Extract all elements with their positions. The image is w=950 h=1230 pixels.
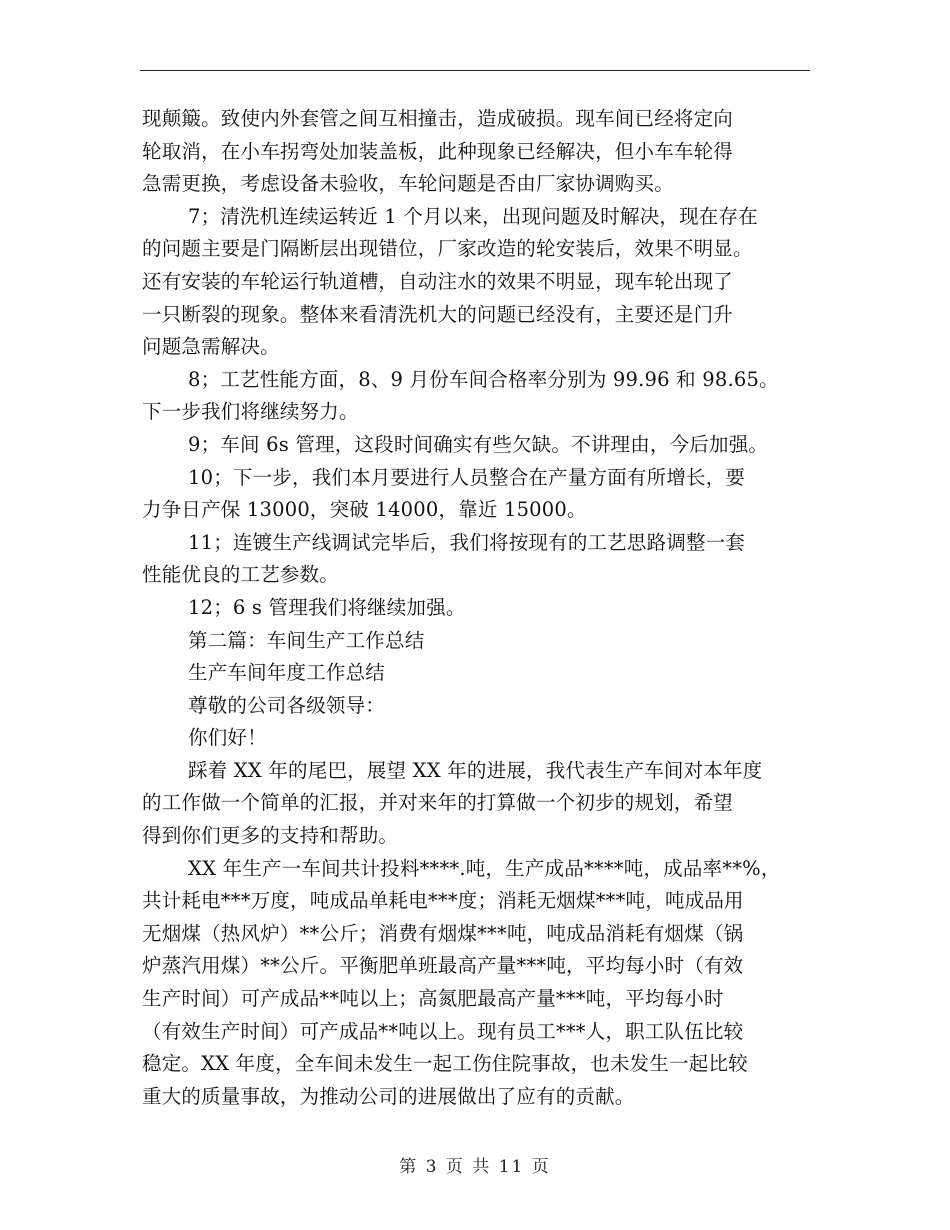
text-line: 还有安装的车轮运行轨道槽，自动注水的效果不明显，现车轮出现了 <box>142 269 734 293</box>
text-line: 稳定。XX 年度，全车间未发生一起工伤住院事故，也未发生一起比较 <box>142 1052 748 1076</box>
text-line: 你们好！ <box>188 726 267 750</box>
text-line: 11；连镀生产线调试完毕后，我们将按现有的工艺思路调整一套 <box>188 530 746 554</box>
text-line: 一只断裂的现象。整体来看清洗机大的问题已经没有，主要还是门升 <box>142 302 734 326</box>
body-text <box>142 103 810 1113</box>
page-number: 第 3 页 共 11 页 <box>399 1157 551 1177</box>
text-line: 性能优良的工艺参数。 <box>142 563 340 587</box>
text-line: 急需更换，考虑设备未验收，车轮问题是否由厂家协调购买。 <box>142 172 674 196</box>
text-line: 尊敬的公司各级领导： <box>188 693 386 717</box>
text-line: 生产车间年度工作总结 <box>188 661 386 685</box>
text-line: 重大的质量事故，为推动公司的进展做出了应有的贡献。 <box>142 1084 635 1108</box>
text-line: 无烟煤（热风炉）**公斤；消费有烟煤***吨，吨成品消耗有烟煤（锅 <box>142 921 744 945</box>
text-line: 的工作做一个简单的汇报，并对来年的打算做一个初步的规划，希望 <box>142 791 734 815</box>
text-line: 共计耗电***万度，吨成品单耗电***度；消耗无烟煤***吨，吨成品用 <box>142 889 744 913</box>
text-line: 踩着 XX 年的尾巴，展望 XX 年的进展，我代表生产车间对本年度 <box>188 758 763 782</box>
text-line: 7；清洗机连续运转近 1 个月以来，出现问题及时解决，现在存在 <box>188 204 758 228</box>
text-line: 生产时间）可产成品**吨以上；高氮肥最高产量***吨，平均每小时 <box>142 987 724 1011</box>
header-rule <box>140 70 810 71</box>
text-line: 现颠簸。致使内外套管之间互相撞击，造成破损。现车间已经将定向 <box>142 107 734 130</box>
text-line: 12；6 s 管理我们将继续加强。 <box>188 595 466 619</box>
text-line: 炉蒸汽用煤）**公斤。平衡肥单班最高产量***吨，平均每小时（有效 <box>142 954 744 978</box>
text-line: （有效生产时间）可产成品**吨以上。现有员工***人，职工队伍比较 <box>142 1019 744 1043</box>
text-line: 问题急需解决。 <box>142 335 280 359</box>
text-line: 得到你们更多的支持和帮助。 <box>142 824 399 848</box>
text-line: 10；下一步，我们本月要进行人员整合在产量方面有所增长，要 <box>188 465 746 489</box>
text-line: 下一步我们将继续努力。 <box>142 400 359 424</box>
text-line: XX 年生产一车间共计投料****.吨，生产成品****吨，成品率**%， <box>188 856 781 880</box>
text-line: 的问题主要是门隔断层出现错位，厂家改造的轮安装后，效果不明显。 <box>142 237 753 261</box>
document-body <box>142 103 810 1113</box>
text-line: 轮取消，在小车拐弯处加装盖板，此种现象已经解决，但小车车轮得 <box>142 139 734 163</box>
text-line: 第二篇：车间生产工作总结 <box>188 628 425 652</box>
text-line: 力争日产保 13000，突破 14000，靠近 15000。 <box>142 498 587 522</box>
text-line: 8；工艺性能方面，8、9 月份车间合格率分别为 99.96 和 98.65。 <box>188 367 779 391</box>
text-line: 9；车间 6s 管理，这段时间确实有些欠缺。不讲理由，今后加强。 <box>188 432 769 456</box>
